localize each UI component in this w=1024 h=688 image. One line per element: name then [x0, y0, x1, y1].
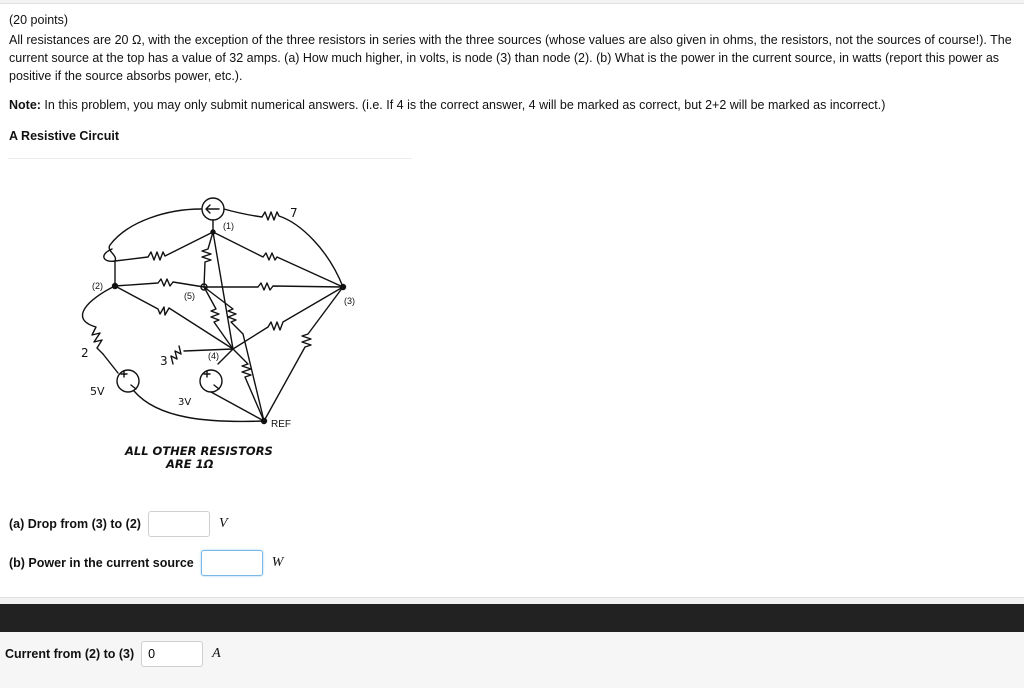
answer-b-unit: W [271, 555, 284, 570]
wire [243, 334, 264, 421]
followup-unit: A [212, 646, 221, 661]
label-5v: 5V [90, 385, 105, 398]
label-node-1: (1) [223, 221, 234, 231]
followup-label: Current from (2) to (3) [5, 647, 135, 661]
answer-b-label: (b) Power in the current source [9, 556, 194, 570]
note [9, 98, 885, 112]
resistor-1-5 [202, 232, 213, 287]
question-panel [0, 3, 1024, 598]
resistor-4-ref [233, 349, 264, 421]
label-node-3: (3) [344, 296, 355, 306]
points-label: (20 points) [9, 13, 69, 27]
followup-row [5, 641, 221, 667]
label-r2: 2 [81, 346, 89, 360]
wire-1-4 [213, 232, 233, 349]
note-label: Note: [9, 98, 41, 112]
current-arrow [206, 205, 219, 213]
source-polarity [204, 371, 219, 389]
label-3v: 3V [178, 397, 192, 408]
figure-caption-line2: ARE 1Ω [166, 457, 214, 471]
source-polarity [121, 371, 136, 389]
label-node-4: (4) [208, 351, 219, 361]
label-ref: REF [271, 419, 291, 430]
label-node-5: (5) [184, 291, 195, 301]
circuit-drawing [8, 159, 412, 503]
resistor-1-3 [213, 232, 343, 287]
resistor-3-ref [264, 287, 343, 421]
wire [103, 354, 118, 373]
answer-b-row [9, 550, 283, 576]
resistor-4-3 [233, 287, 343, 349]
followup-panel [0, 632, 1024, 688]
wire-to-node3 [224, 209, 343, 287]
answer-b-input[interactable] [201, 550, 263, 576]
circuit-title: A Resistive Circuit [9, 129, 119, 143]
note-text: In this problem, you may only submit numerical answers. (i.e. If 4 is the correct answer, 4 will be marked as correct, but 2+2 will be marked as incorrect.) [40, 98, 886, 112]
resistor-2-1 [115, 232, 213, 261]
answer-a-unit: V [218, 516, 228, 531]
problem-statement: All resistances are 20 Ω, with the exception of the three resistors in series with the three sources (whose values are also given in ohms, the resistors, not the sources of course!). The current source at the top has a value of 32 amps. (a) How much higher, in volts, is node (3) than node (2). (b) What is the power in the current source, in watts (report this power as positive if the source absorbs power, etc.). [9, 33, 1012, 83]
label-r7: 7 [290, 206, 298, 220]
wire [211, 392, 264, 421]
resistor-2-ohm [82, 286, 115, 354]
resistor-5-3 [204, 283, 343, 290]
answer-a-row [9, 511, 228, 537]
wire [218, 349, 233, 364]
resistor-2-5 [115, 279, 204, 287]
wire [109, 209, 201, 261]
figure-caption-line1: ALL OTHER RESISTORS [125, 444, 273, 458]
section-divider-bar [0, 604, 1024, 632]
label-r3: 3 [160, 354, 168, 368]
answer-a-label: (a) Drop from (3) to (2) [9, 517, 141, 531]
wire-5v-ref [134, 391, 264, 421]
followup-input[interactable] [141, 641, 203, 667]
answer-a-input[interactable] [148, 511, 210, 537]
circuit-figure [8, 158, 412, 502]
label-node-2: (2) [92, 281, 103, 291]
resistor-3-ohm [171, 346, 181, 364]
